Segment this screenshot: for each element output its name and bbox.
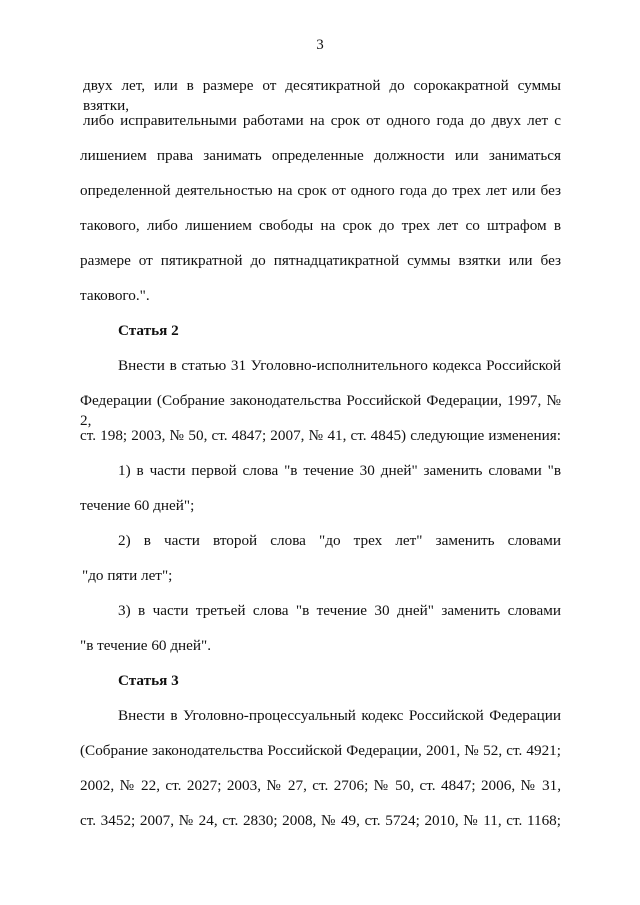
text-line: либо исправительными работами на срок от одного года до двух лет с bbox=[83, 112, 561, 129]
text-line: ст. 198; 2003, № 50, ст. 4847; 2007, № 41, ст. 4845) следующие изменения: bbox=[80, 427, 561, 444]
text-line: "до пяти лет"; bbox=[82, 567, 173, 584]
text-line: 3) в части третьей слова "в течение 30 дней" заменить словами bbox=[118, 602, 561, 619]
text-line: Федерации (Собрание законодательства Российской Федерации, 1997, № 2, bbox=[80, 392, 561, 429]
text-line: 1) в части первой слова "в течение 30 дней" заменить словами "в bbox=[118, 462, 561, 479]
text-line: размере от пятикратной до пятнадцатикратной суммы взятки или без bbox=[80, 252, 561, 269]
text-line: ст. 3452; 2007, № 24, ст. 2830; 2008, № 49, ст. 5724; 2010, № 11, ст. 1168; bbox=[80, 812, 561, 829]
text-line: "в течение 60 дней". bbox=[80, 637, 212, 654]
text-line: (Собрание законодательства Российской Федерации, 2001, № 52, ст. 4921; bbox=[80, 742, 561, 759]
text-line: такового.". bbox=[80, 287, 150, 304]
text-line: двух лет, или в размере от десятикратной до сорокакратной суммы взятки, bbox=[83, 77, 561, 114]
page-number: 3 bbox=[316, 37, 324, 53]
text-line: такового, либо лишением свободы на срок до трех лет со штрафом в bbox=[80, 217, 561, 234]
text-line: лишением права занимать определенные должности или заниматься bbox=[80, 147, 561, 164]
text-line: Внести в Уголовно-процессуальный кодекс Российской Федерации bbox=[118, 707, 561, 724]
text-line: течение 60 дней"; bbox=[80, 497, 195, 514]
text-line: определенной деятельностью на срок от одного года до трех лет или без bbox=[80, 182, 561, 199]
article-heading: Статья 3 bbox=[118, 672, 179, 689]
text-line: 2002, № 22, ст. 2027; 2003, № 27, ст. 2706; № 50, ст. 4847; 2006, № 31, bbox=[80, 777, 561, 794]
article-heading: Статья 2 bbox=[118, 322, 179, 339]
text-line: 2) в части второй слова "до трех лет" заменить словами bbox=[118, 532, 561, 549]
text-line: Внести в статью 31 Уголовно-исполнительного кодекса Российской bbox=[118, 357, 561, 374]
